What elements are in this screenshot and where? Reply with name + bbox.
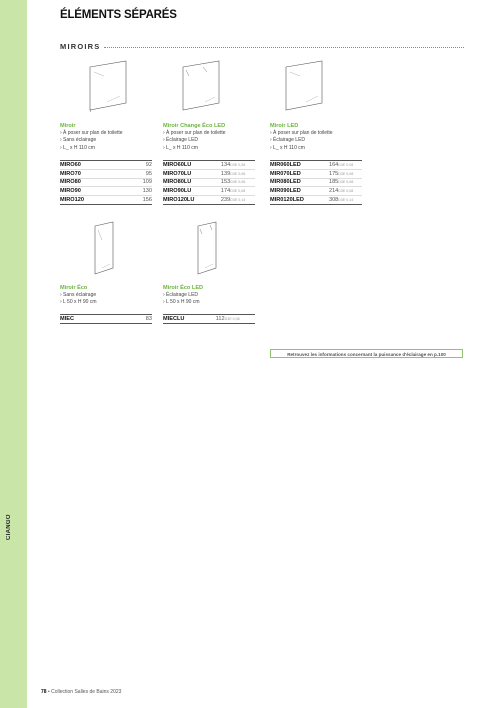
mirror-illustration (60, 210, 160, 285)
reference-table (163, 314, 255, 324)
mirror-illustration (163, 210, 263, 285)
table-row (270, 178, 362, 187)
table-row (270, 169, 362, 178)
feature-item: › L_ x H 110 cm (163, 144, 198, 151)
product-price: 185 (324, 178, 339, 187)
table-row (60, 178, 152, 187)
footer-bullet: • (47, 689, 50, 695)
mirror-illustration (60, 50, 160, 125)
product-price: 112 (207, 315, 225, 324)
product-features (163, 130, 226, 152)
product-price: 92 (126, 161, 152, 170)
feature-item: › L 50 x H 90 cm (60, 299, 97, 306)
table-row (163, 169, 255, 178)
product-code: MIR060LED (270, 161, 324, 170)
product-code: MIRO80 (60, 178, 126, 187)
feature-item: › Sans éclairage (60, 292, 97, 298)
table-row (60, 187, 152, 196)
table-row (270, 196, 362, 205)
mirror-illustration (163, 50, 263, 125)
section-title: MIROIRS (60, 42, 101, 51)
product-code: MIR0120LED (270, 196, 324, 205)
product-code: MIEC (60, 315, 124, 324)
product-price: 164 (324, 161, 339, 170)
table-row (163, 161, 255, 170)
table-row (60, 161, 152, 170)
section-divider (104, 47, 464, 48)
product-price: 95 (126, 169, 152, 178)
product-price: 153 (215, 178, 230, 187)
product-code: MIRO70LU (163, 169, 215, 178)
eco-contribution: D3E 0,08 (225, 315, 255, 324)
eco-contribution: D3E 0,08 (230, 178, 255, 187)
reference-table (163, 160, 255, 205)
feature-item: › À poser sur plan de toilette (163, 130, 226, 136)
product-price: 134 (215, 161, 230, 170)
feature-item: › L_ x H 110 cm (270, 144, 305, 151)
feature-item: › À poser sur plan de toilette (270, 130, 333, 136)
table-row (163, 178, 255, 187)
product-price: 130 (126, 187, 152, 196)
feature-item: › Éclairage LED (270, 137, 306, 144)
product-code: MIRO120 (60, 196, 126, 205)
product-features (60, 130, 123, 152)
feature-item: › Sans éclairage (60, 137, 97, 144)
eco-contribution: D3E 0,08 (230, 187, 255, 196)
product-name: Miroir LED (270, 123, 299, 129)
product-features (60, 292, 97, 307)
mirror-illustration (266, 50, 366, 125)
product-price: 214 (324, 187, 339, 196)
product-code: MIRO120LU (163, 196, 215, 205)
product-code: MIRO70 (60, 169, 126, 178)
feature-item: › Éclairage LED (163, 292, 199, 298)
table-row (60, 196, 152, 205)
eco-contribution: D3E 0,08 (338, 178, 362, 187)
table-row (163, 315, 255, 324)
product-price: 174 (215, 187, 230, 196)
feature-item: › L 50 x H 90 cm (163, 299, 200, 306)
product-features (163, 292, 200, 307)
eco-contribution: D3E 0,14 (230, 196, 255, 205)
table-row (163, 187, 255, 196)
page-title: ÉLÉMENTS SÉPARÉS (60, 9, 177, 21)
product-name: Miroir Éco LED (163, 285, 204, 291)
product-code: MIECLU (163, 315, 207, 324)
product-price: 83 (124, 315, 152, 324)
table-row (270, 161, 362, 170)
product-name: Miroir Change Éco LED (163, 123, 226, 129)
sidebar-label: CIANGO (6, 514, 12, 540)
eco-contribution: D3E 0,14 (338, 196, 362, 205)
page-footer (41, 689, 121, 695)
eco-contribution: D3E 0,08 (338, 187, 362, 196)
product-price: 308 (324, 196, 339, 205)
reference-table (60, 160, 152, 205)
eco-contribution: D3E 0,08 (230, 169, 255, 178)
reference-table (270, 160, 362, 205)
table-row (60, 315, 152, 324)
product-price: 175 (324, 169, 339, 178)
product-code: MIRO90LU (163, 187, 215, 196)
product-price: 156 (126, 196, 152, 205)
product-code: MIRO60 (60, 161, 126, 170)
sidebar-band (0, 0, 27, 708)
product-code: MIR090LED (270, 187, 324, 196)
product-price: 139 (215, 169, 230, 178)
product-code: MIRO80LU (163, 178, 215, 187)
eco-contribution: D3E 0,08 (338, 169, 362, 178)
page-number: 78 (41, 689, 47, 695)
product-name: Miroir Éco (60, 285, 88, 291)
feature-item: › À poser sur plan de toilette (60, 130, 123, 136)
product-price: 239 (215, 196, 230, 205)
product-code: MIRO60LU (163, 161, 215, 170)
table-row (60, 169, 152, 178)
eco-contribution: D3E 0,08 (230, 161, 255, 170)
reference-table (60, 314, 152, 324)
product-code: MIR080LED (270, 178, 324, 187)
product-features (270, 130, 333, 152)
product-name: Miroir (60, 123, 76, 129)
lighting-info-note: Retrouvez les informations concernant la puissance d'éclairage en p.100 (270, 349, 463, 358)
footer-text: Collection Salles de Bains 2023 (51, 689, 122, 695)
product-code: MIRO90 (60, 187, 126, 196)
feature-item: › Éclairage LED (163, 137, 199, 144)
table-row (270, 187, 362, 196)
product-price: 109 (126, 178, 152, 187)
eco-contribution: D3E 0,08 (338, 161, 362, 170)
table-row (163, 196, 255, 205)
product-code: MIR070LED (270, 169, 324, 178)
feature-item: › L_ x H 110 cm (60, 144, 95, 151)
